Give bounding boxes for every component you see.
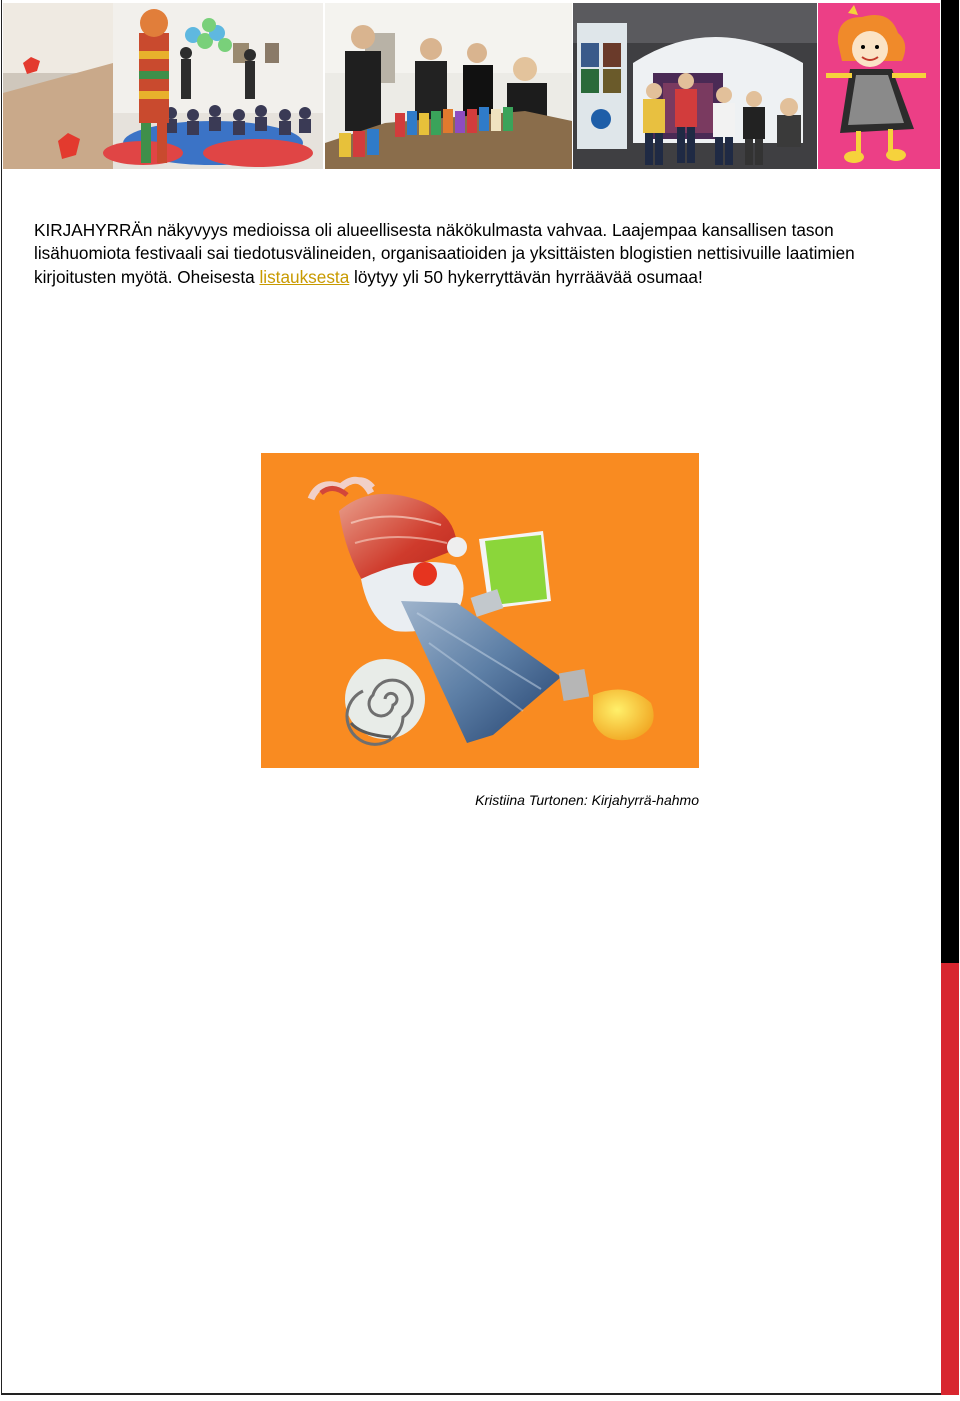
body-paragraph xyxy=(34,219,929,289)
body-text-before-link: KIRJAHYRRÄn näkyvyys medioissa oli alueellisesta näkökulmasta vahvaa. Laajempaa kansallisen tason lisähuomiota festivaali sai tiedotusvälineiden, organisaatioiden ja yksittäisten blogistien nettisivuille laatimien kirjoitusten myötä. Oheisesta xyxy=(34,220,855,287)
side-bar-red xyxy=(941,963,959,1395)
listing-link[interactable]: listauksesta xyxy=(259,266,350,287)
tent-children-photo xyxy=(573,3,817,169)
book-table-photo xyxy=(325,3,572,169)
collage-figure-photo xyxy=(818,3,940,169)
header-photo-strip xyxy=(3,3,940,169)
side-bar-black xyxy=(941,0,959,963)
body-text-after-link: löytyy yli 50 hykerryttävän hyrräävää osumaa! xyxy=(349,266,703,287)
kirjahyrra-figure-image xyxy=(261,453,699,768)
mascot-costume-photo xyxy=(3,3,323,169)
figure-caption: Kristiina Turtonen: Kirjahyrrä-hahmo xyxy=(475,792,699,808)
